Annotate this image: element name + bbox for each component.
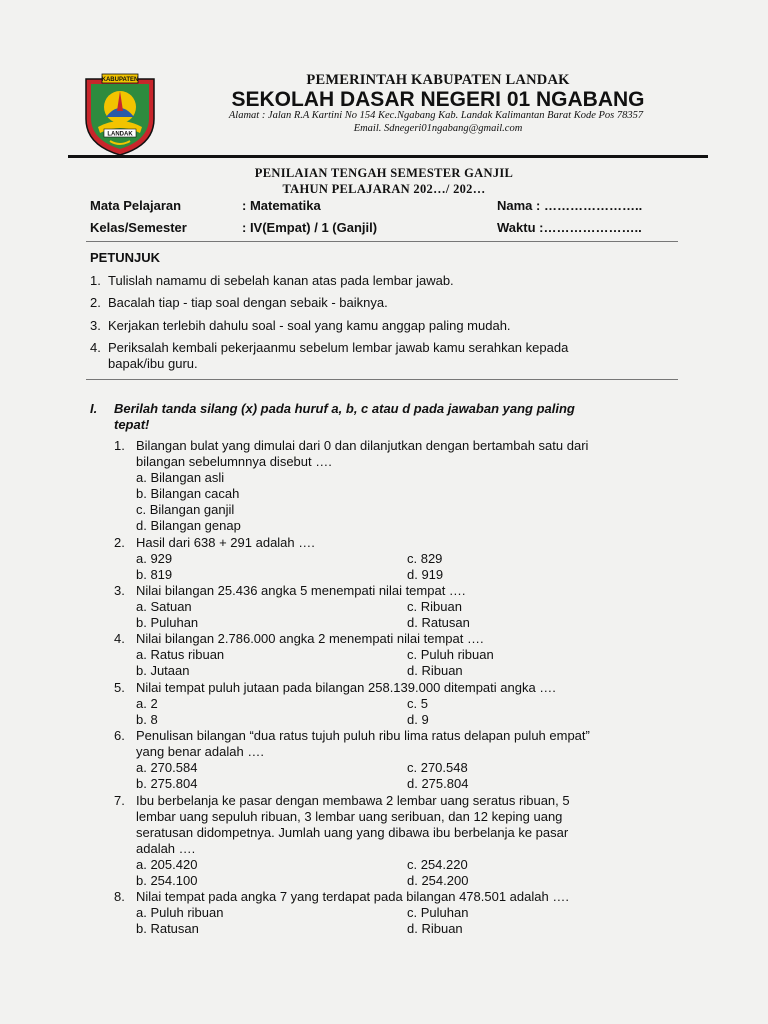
kabupaten-landak-logo	[80, 71, 160, 157]
instruction-item	[90, 318, 650, 334]
time-field: Waktu :…………………..	[497, 220, 642, 235]
option-d: d. Ratusan	[407, 615, 470, 630]
government-name: PEMERINTAH KABUPATEN LANDAK	[306, 72, 570, 88]
question-text: lembar uang sepuluh ribuan, 3 lembar uang seribuan, dan 12 keping uang	[136, 809, 563, 824]
subject-value: : Matematika	[242, 198, 321, 213]
instruction-item	[90, 295, 650, 311]
option-a: a. 270.584	[136, 760, 198, 775]
option-d: d. 9	[407, 712, 429, 727]
instruction-text: Periksalah kembali pekerjaanmu sebelum lembar jawab kamu serahkan kepada	[108, 340, 569, 355]
school-address: Alamat : Jalan R.A Kartini No 154 Kec.Ngabang Kab. Landak Kalimantan Barat Kode Pos 78357	[228, 110, 644, 121]
section-text-cont: tepat!	[114, 417, 150, 432]
divider	[86, 241, 678, 242]
instruction-text: Tulislah namamu di sebelah kanan atas pada lembar jawab.	[108, 273, 454, 288]
instruction-text: Kerjakan terlebih dahulu soal - soal yang kamu anggap paling mudah.	[108, 318, 511, 333]
option-a: a. 205.420	[136, 857, 198, 872]
logo-bottom-text: LANDAK	[107, 131, 133, 138]
option-d: d. 919	[407, 567, 444, 582]
option-d: d. Ribuan	[407, 663, 463, 678]
question-text: Penulisan bilangan “dua ratus tujuh puluh ribu lima ratus delapan puluh empat”	[136, 728, 590, 743]
question-number: 2.	[114, 535, 125, 550]
question-text: adalah ….	[136, 841, 196, 856]
instruction-number: 4.	[90, 340, 101, 355]
class-value: : IV(Empat) / 1 (Ganjil)	[242, 220, 378, 235]
section-text-wrap	[114, 401, 674, 433]
school-email: Email. Sdnegeri01ngabang@gmail.com	[353, 123, 523, 134]
question-text: Ibu berbelanja ke pasar dengan membawa 2 lembar uang seratus ribuan, 5	[136, 793, 570, 808]
option-b: b. 254.100	[136, 873, 198, 888]
option-a: a. Ratus ribuan	[136, 647, 225, 662]
question-number: 7.	[114, 793, 125, 808]
option-c: c. 5	[407, 696, 428, 711]
instructions-heading: PETUNJUK	[90, 250, 161, 265]
option-b: b. 8	[136, 712, 158, 727]
option-a: a. 929	[136, 551, 173, 566]
option-c: c. Ribuan	[407, 599, 462, 614]
option-d: d. 254.200	[407, 873, 469, 888]
option-b: b. 819	[136, 567, 173, 582]
option-d: d. Bilangan genap	[136, 518, 241, 533]
exam-year: TAHUN PELAJARAN 202…/ 202…	[282, 182, 486, 196]
instruction-number: 2.	[90, 295, 101, 310]
question-number: 5.	[114, 680, 125, 695]
question-number: 4.	[114, 631, 125, 646]
question-text: yang benar adalah ….	[136, 744, 264, 759]
option-a: a. Bilangan asli	[136, 470, 225, 485]
question-text: Nilai tempat pada angka 7 yang terdapat pada bilangan 478.501 adalah ….	[136, 889, 569, 904]
option-c: c. 254.220	[407, 857, 468, 872]
section-text: Berilah tanda silang (x) pada huruf a, b, c atau d pada jawaban yang paling	[114, 401, 575, 416]
question-number: 3.	[114, 583, 125, 598]
option-d: d. 275.804	[407, 776, 469, 791]
option-c: c. Puluhan	[407, 905, 469, 920]
subject-label: Mata Pelajaran	[90, 198, 182, 213]
option-b: b. Ratusan	[136, 921, 199, 936]
instruction-number: 1.	[90, 273, 101, 288]
name-field: Nama : …………………..	[497, 198, 643, 213]
option-c: c. 270.548	[407, 760, 468, 775]
option-b: b. Bilangan cacah	[136, 486, 240, 501]
option-a: a. Satuan	[136, 599, 192, 614]
question-number: 6.	[114, 728, 125, 743]
instruction-item	[90, 340, 650, 372]
option-b: b. 275.804	[136, 776, 198, 791]
header-divider	[68, 155, 708, 158]
option-a: a. Puluh ribuan	[136, 905, 224, 920]
question-text: Bilangan bulat yang dimulai dari 0 dan dilanjutkan dengan bertambah satu dari	[136, 438, 589, 453]
exam-title: PENILAIAN TENGAH SEMESTER GANJIL	[254, 166, 514, 180]
instruction-number: 3.	[90, 318, 101, 333]
question-text: Nilai tempat puluh jutaan pada bilangan 258.139.000 ditempati angka ….	[136, 680, 556, 695]
divider	[86, 379, 678, 380]
school-name: SEKOLAH DASAR NEGERI 01 NGABANG	[231, 88, 645, 111]
option-d: d. Ribuan	[407, 921, 463, 936]
instruction-item	[90, 273, 650, 289]
question-number: 1.	[114, 438, 125, 453]
question-number: 8.	[114, 889, 125, 904]
option-b: b. Jutaan	[136, 663, 190, 678]
option-c: c. Bilangan ganjil	[136, 502, 235, 517]
class-label: Kelas/Semester	[90, 220, 187, 235]
instruction-text-cont: bapak/ibu guru.	[108, 356, 198, 371]
instruction-text: Bacalah tiap - tiap soal dengan sebaik - baiknya.	[108, 295, 388, 310]
question-text: seratusan didompetnya. Jumlah uang yang dibawa ibu berbelanja ke pasar	[136, 825, 569, 840]
question-text: Nilai bilangan 25.436 angka 5 menempati nilai tempat ….	[136, 583, 466, 598]
option-b: b. Puluhan	[136, 615, 199, 630]
question-text: Nilai bilangan 2.786.000 angka 2 menempati nilai tempat ….	[136, 631, 484, 646]
section-number: I.	[90, 401, 98, 416]
logo-top-text: KABUPATEN	[101, 77, 139, 83]
option-c: c. Puluh ribuan	[407, 647, 494, 662]
option-c: c. 829	[407, 551, 443, 566]
option-a: a. 2	[136, 696, 158, 711]
question-text: bilangan sebelumnnya disebut ….	[136, 454, 332, 469]
question-text: Hasil dari 638 + 291 adalah ….	[136, 535, 315, 550]
